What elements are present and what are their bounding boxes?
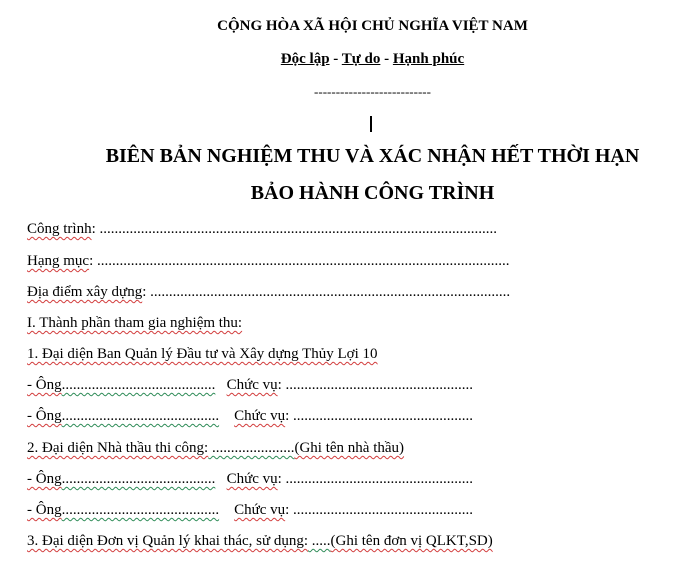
party2-heading <box>27 438 404 458</box>
party2-row1[interactable] <box>27 469 473 489</box>
ong-label: - Ông <box>27 408 62 424</box>
document-title-line1: BIÊN BẢN NGHIỆM THU VÀ XÁC NHẬN HẾT THỜI HẠN <box>105 145 640 167</box>
section-heading <box>27 313 242 333</box>
motto-separator: - <box>380 51 393 67</box>
motto-separator: - <box>329 51 342 67</box>
party2-note: (Ghi tên nhà thầu) <box>294 440 405 456</box>
country-name: CỘNG HÒA XÃ HỘI CHỦ NGHĨA VIỆT NAM <box>217 18 528 34</box>
name-dots[interactable]: ......................................... <box>61 471 216 487</box>
header-separator: --------------------------- <box>314 84 431 99</box>
party2-row2[interactable] <box>27 500 473 520</box>
chuc-vu-label: Chức vụ <box>234 408 286 424</box>
chuc-vu-value[interactable]: : ................................................ <box>285 408 474 424</box>
party1-heading <box>27 344 378 364</box>
party3-heading <box>27 531 493 551</box>
name-dots[interactable]: ......................................... <box>61 377 216 393</box>
party2-heading-text: 2. Đại diện Nhà thầu thi công: <box>27 440 209 456</box>
chuc-vu-value[interactable]: : .................................................. <box>277 471 474 487</box>
chuc-vu-label: Chức vụ <box>226 377 278 393</box>
chuc-vu-label: Chức vụ <box>234 502 286 518</box>
section-heading-text: I. Thành phần tham gia nghiệm thu: <box>27 315 243 331</box>
name-dots[interactable]: .......................................... <box>61 502 220 518</box>
party1-row1[interactable] <box>27 375 473 395</box>
chuc-vu-label: Chức vụ <box>226 471 278 487</box>
ong-label: - Ông <box>27 502 62 518</box>
national-motto <box>36 51 673 68</box>
field-label: Công trình <box>27 221 92 237</box>
party3-heading-text: 3. Đại diện Đơn vị Quản lý khai thác, sử dụng: <box>27 533 309 549</box>
ong-label: - Ông <box>27 377 62 393</box>
party1-row2[interactable] <box>27 406 473 426</box>
document-title-line2: BẢO HÀNH CÔNG TRÌNH <box>250 182 495 204</box>
text-cursor <box>370 116 372 132</box>
motto-freedom: Tự do <box>341 51 381 67</box>
party2-dots[interactable]: ...................... <box>208 440 295 456</box>
ong-label: - Ông <box>27 471 62 487</box>
party1-heading-text: 1. Đại diện Ban Quản lý Đầu tư và Xây dựng Thủy Lợi 10 <box>27 346 378 362</box>
field-cong-trinh[interactable] <box>27 219 497 239</box>
field-dia-diem[interactable] <box>27 282 510 302</box>
motto-independence: Độc lập <box>280 51 330 67</box>
name-dots[interactable]: .......................................... <box>61 408 220 424</box>
party3-dots[interactable]: ..... <box>308 533 331 549</box>
party3-note: (Ghi tên đơn vị QLKT,SD) <box>330 533 493 549</box>
field-value[interactable]: : .......................................................................................................... <box>91 221 498 237</box>
chuc-vu-value[interactable]: : ................................................ <box>285 502 474 518</box>
field-label: Địa điểm xây dựng <box>27 284 143 300</box>
field-value[interactable]: : .............................................................................................................. <box>89 253 510 269</box>
field-hang-muc[interactable] <box>27 251 510 271</box>
chuc-vu-value[interactable]: : .................................................. <box>277 377 474 393</box>
field-value[interactable]: : ................................................................................................ <box>142 284 511 300</box>
field-label: Hạng mục <box>27 253 90 269</box>
motto-happiness: Hạnh phúc <box>392 51 465 67</box>
